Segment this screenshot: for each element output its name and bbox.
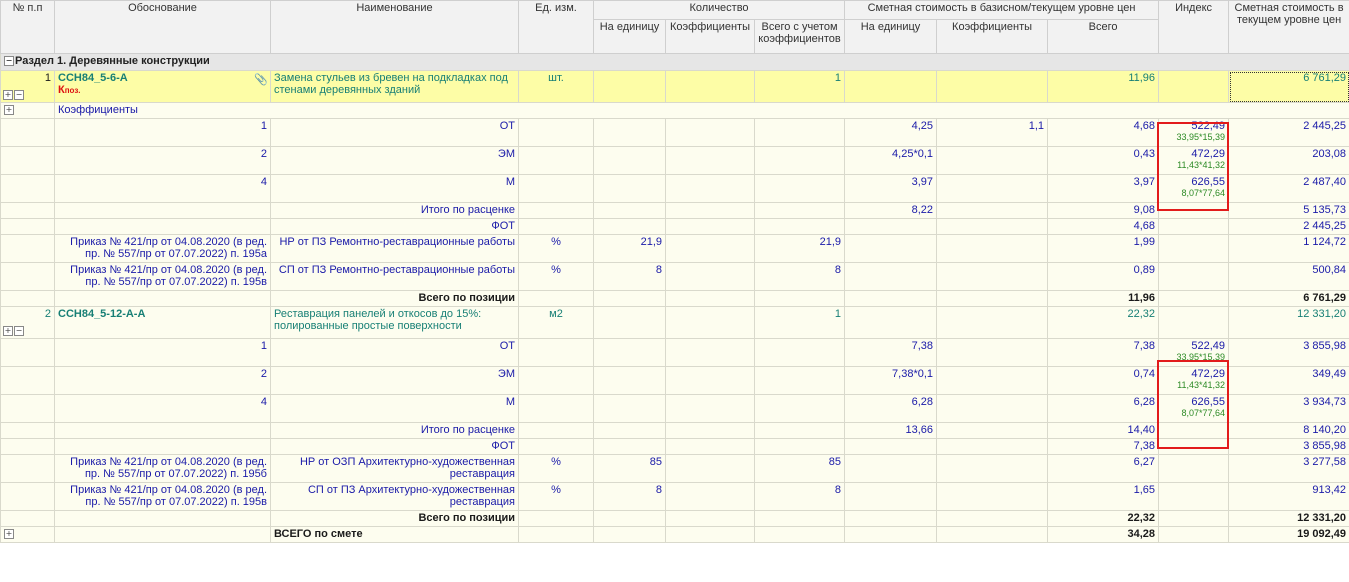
col-current-header[interactable]: Сметная стоимость в текущем уровне цен (1229, 1, 1349, 54)
fot-row[interactable] (1, 219, 1349, 235)
resource-total: 3,97 (1048, 175, 1159, 203)
resource-current: 2 445,25 (1229, 119, 1349, 147)
sp-unit: % (519, 483, 594, 511)
fot-total: 4,68 (1048, 219, 1159, 235)
fot-row[interactable] (1, 439, 1349, 455)
section-row[interactable] (1, 54, 1349, 71)
resource-name: ЭМ (271, 147, 519, 175)
vsego-label: Всего по позиции (271, 511, 519, 527)
resource-current: 203,08 (1229, 147, 1349, 175)
resource-number: 4 (55, 395, 271, 423)
resource-number: 4 (55, 175, 271, 203)
resource-index-formula: 33,95*15,39 (1176, 132, 1226, 142)
nr-unit: % (519, 455, 594, 483)
nr-row[interactable] (1, 455, 1349, 483)
resource-index: 522,49 (1191, 340, 1226, 352)
resource-index: 472,29 (1191, 368, 1226, 380)
col-cost-coef-header[interactable]: Коэффициенты (937, 20, 1048, 54)
vsego-current: 6 761,29 (1229, 291, 1349, 307)
expand-icon[interactable]: + (4, 90, 12, 100)
itogo-current: 5 135,73 (1229, 203, 1349, 219)
resource-index-formula: 11,43*41,32 (1177, 380, 1226, 390)
coefficient-marker-sub: поз. (64, 86, 81, 95)
col-qty-coef-header[interactable]: Коэффициенты (666, 20, 755, 54)
nr-total: 1,99 (1048, 235, 1159, 263)
resource-number: 1 (55, 339, 271, 367)
nr-qty-total: 85 (755, 455, 845, 483)
col-cost-header[interactable]: Сметная стоимость в базисном/текущем уровне цен (845, 1, 1159, 20)
itogo-unit: 13,66 (845, 423, 937, 439)
nr-current: 1 124,72 (1229, 235, 1349, 263)
resource-index: 522,49 (1191, 120, 1226, 132)
sp-unit: % (519, 263, 594, 291)
fot-total: 7,38 (1048, 439, 1159, 455)
itogo-unit: 8,22 (845, 203, 937, 219)
col-index-header[interactable]: Индекс (1159, 1, 1229, 54)
resource-unit-price: 4,25 (845, 119, 937, 147)
col-cost-unit-header[interactable]: На единицу (845, 20, 937, 54)
coefficients-label: Коэффициенты (55, 103, 1349, 119)
sp-basis: Приказ № 421/пр от 04.08.2020 (в ред. пр. № 557/пр от 07.07.2022) п. 195в (55, 263, 271, 291)
resource-row[interactable] (1, 339, 1349, 367)
resource-number: 1 (55, 119, 271, 147)
coefficients-row[interactable] (1, 103, 1349, 119)
resource-current: 349,49 (1229, 367, 1349, 395)
resource-unit-price: 7,38 (845, 339, 937, 367)
itogo-row[interactable] (1, 423, 1349, 439)
position-qty-total: 1 (755, 71, 845, 103)
collapse-icon[interactable]: − (15, 90, 23, 100)
itogo-total: 14,40 (1048, 423, 1159, 439)
position-number: 1 (44, 72, 51, 84)
vsego-current: 12 331,20 (1229, 511, 1349, 527)
col-qty-header[interactable]: Количество (594, 1, 845, 20)
resource-current: 2 487,40 (1229, 175, 1349, 203)
itogo-current: 8 140,20 (1229, 423, 1349, 439)
col-num-header[interactable]: № п.п (1, 1, 55, 54)
grand-total-current: 19 092,49 (1229, 527, 1349, 543)
position-row-1[interactable] (1, 71, 1349, 103)
vsego-row[interactable] (1, 511, 1349, 527)
resource-unit-price: 7,38*0,1 (845, 367, 937, 395)
section-title: Раздел 1. Деревянные конструкции (15, 55, 210, 67)
fot-label: ФОТ (271, 439, 519, 455)
position-current: 12 331,20 (1229, 307, 1349, 339)
col-qty-unit-header[interactable]: На единицу (594, 20, 666, 54)
grand-total-label: ВСЕГО по смете (271, 527, 519, 543)
resource-number: 2 (55, 367, 271, 395)
nr-basis: Приказ № 421/пр от 04.08.2020 (в ред. пр. № 557/пр от 07.07.2022) п. 195б (55, 455, 271, 483)
expand-icon[interactable]: + (4, 326, 12, 336)
vsego-total: 22,32 (1048, 511, 1159, 527)
col-basis-header[interactable]: Обоснование (55, 1, 271, 54)
resource-row[interactable] (1, 147, 1349, 175)
resource-total: 0,43 (1048, 147, 1159, 175)
resource-current: 3 855,98 (1229, 339, 1349, 367)
sp-row[interactable] (1, 483, 1349, 511)
resource-index: 626,55 (1191, 396, 1226, 408)
itogo-total: 9,08 (1048, 203, 1159, 219)
position-row-2[interactable] (1, 307, 1349, 339)
resource-total: 6,28 (1048, 395, 1159, 423)
resource-total: 4,68 (1048, 119, 1159, 147)
sp-qty-total: 8 (755, 483, 845, 511)
fot-current: 2 445,25 (1229, 219, 1349, 235)
expand-icon[interactable]: + (5, 529, 13, 539)
resource-name: ОТ (271, 339, 519, 367)
resource-index-formula: 8,07*77,64 (1181, 408, 1226, 418)
nr-row[interactable] (1, 235, 1349, 263)
nr-name: НР от ПЗ Ремонтно-реставрационные работы (271, 235, 519, 263)
resource-index-formula: 8,07*77,64 (1181, 188, 1226, 198)
vsego-total: 11,96 (1048, 291, 1159, 307)
nr-unit: % (519, 235, 594, 263)
sp-name: СП от ПЗ Ремонтно-реставрационные работы (271, 263, 519, 291)
col-cost-total-header[interactable]: Всего (1048, 20, 1159, 54)
resource-row[interactable] (1, 395, 1349, 423)
nr-qty-total: 21,9 (755, 235, 845, 263)
position-unit: м2 (519, 307, 594, 339)
resource-unit-price: 6,28 (845, 395, 937, 423)
paperclip-icon[interactable]: 📎 (254, 74, 268, 86)
resource-index-formula: 33,95*15,39 (1176, 352, 1226, 362)
position-total: 11,96 (1048, 71, 1159, 103)
resource-name: М (271, 395, 519, 423)
nr-name: НР от ОЗП Архитектурно-художественная реставрация (271, 455, 519, 483)
col-name-header[interactable]: Наименование (271, 1, 519, 54)
vsego-label: Всего по позиции (271, 291, 519, 307)
position-unit: шт. (519, 71, 594, 103)
expand-icon[interactable]: + (5, 105, 13, 115)
collapse-icon[interactable]: − (15, 326, 23, 336)
resource-coef: 1,1 (937, 119, 1048, 147)
itogo-label: Итого по расценке (271, 203, 519, 219)
fot-current: 3 855,98 (1229, 439, 1349, 455)
resource-name: М (271, 175, 519, 203)
resource-index-formula: 11,43*41,32 (1177, 160, 1226, 170)
grand-total: 34,28 (1048, 527, 1159, 543)
sp-basis: Приказ № 421/пр от 04.08.2020 (в ред. пр. № 557/пр от 07.07.2022) п. 195в (55, 483, 271, 511)
position-qty-total: 1 (755, 307, 845, 339)
position-number: 2 (44, 308, 51, 320)
resource-index: 626,55 (1191, 176, 1226, 188)
sp-current: 500,84 (1229, 263, 1349, 291)
nr-qty-unit: 85 (594, 455, 666, 483)
sp-row[interactable] (1, 263, 1349, 291)
nr-basis: Приказ № 421/пр от 04.08.2020 (в ред. пр. № 557/пр от 07.07.2022) п. 195а (55, 235, 271, 263)
sp-qty-total: 8 (755, 263, 845, 291)
grand-total-row[interactable] (1, 527, 1349, 543)
sp-current: 913,42 (1229, 483, 1349, 511)
nr-total: 6,27 (1048, 455, 1159, 483)
sp-qty-unit: 8 (594, 263, 666, 291)
resource-row[interactable] (1, 367, 1349, 395)
itogo-row[interactable] (1, 203, 1349, 219)
resource-number: 2 (55, 147, 271, 175)
resource-name: ЭМ (271, 367, 519, 395)
sp-qty-unit: 8 (594, 483, 666, 511)
fot-label: ФОТ (271, 219, 519, 235)
itogo-label: Итого по расценке (271, 423, 519, 439)
resource-name: ОТ (271, 119, 519, 147)
col-qty-total-header[interactable]: Всего с учетом коэффициентов (755, 20, 845, 54)
position-total: 22,32 (1048, 307, 1159, 339)
coefficient-marker: К (58, 84, 65, 96)
col-unit-header[interactable]: Ед. изм. (519, 1, 594, 54)
nr-current: 3 277,58 (1229, 455, 1349, 483)
position-name: Реставрация панелей и откосов до 15%: полированные простые поверхности (271, 307, 519, 339)
resource-row[interactable] (1, 175, 1349, 203)
resource-index: 472,29 (1191, 148, 1226, 160)
vsego-row[interactable] (1, 291, 1349, 307)
sp-total: 1,65 (1048, 483, 1159, 511)
resource-total: 7,38 (1048, 339, 1159, 367)
nr-qty-unit: 21,9 (594, 235, 666, 263)
sp-total: 0,89 (1048, 263, 1159, 291)
resource-unit-price: 4,25*0,1 (845, 147, 937, 175)
resource-row[interactable] (1, 119, 1349, 147)
resource-total: 0,74 (1048, 367, 1159, 395)
resource-current: 3 934,73 (1229, 395, 1349, 423)
position-name: Замена стульев из бревен на подкладках под стенами деревянных зданий (271, 71, 519, 103)
position-code[interactable]: ССН84_5-12-А-А (58, 308, 146, 320)
collapse-icon[interactable]: − (5, 56, 13, 66)
sp-name: СП от ПЗ Архитектурно-художественная реставрация (271, 483, 519, 511)
position-current[interactable]: 6 761,29 (1229, 71, 1349, 103)
position-code[interactable]: ССН84_5-6-А (58, 72, 128, 84)
resource-unit-price: 3,97 (845, 175, 937, 203)
